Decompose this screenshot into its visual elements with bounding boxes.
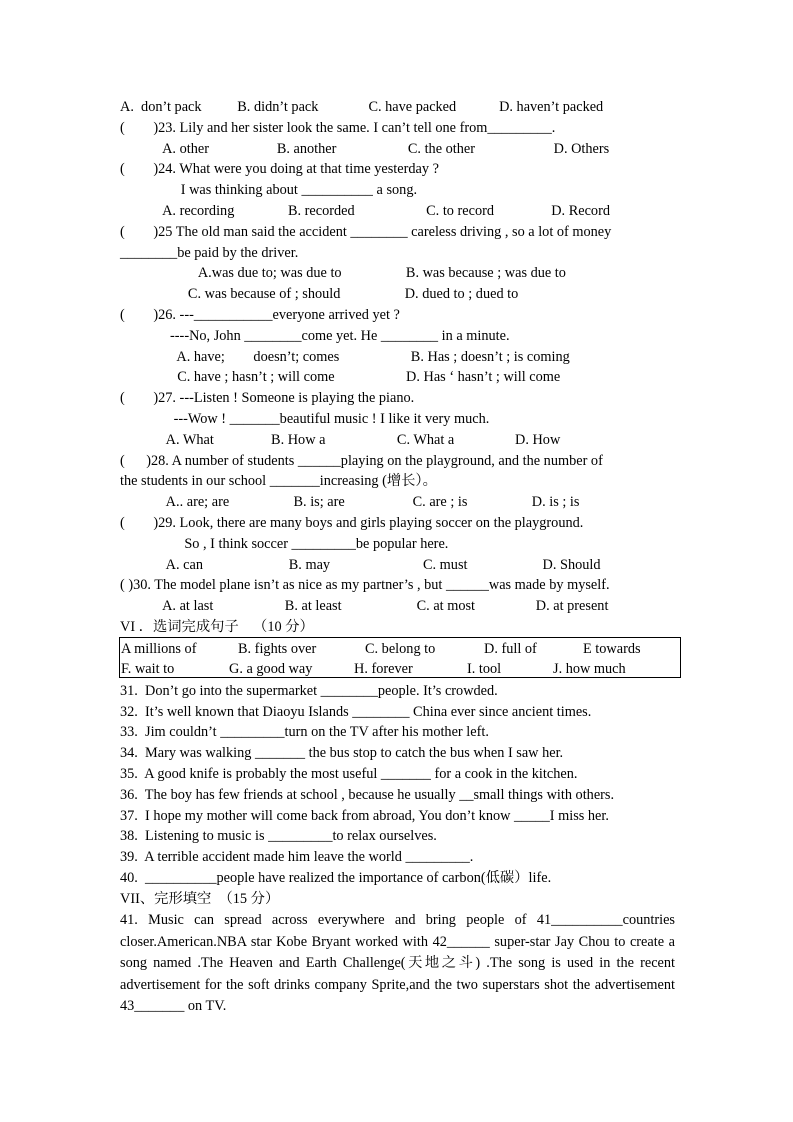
sentence-34: 34. Mary was walking _______ the bus stop to catch the bus when I saw her.	[120, 745, 564, 761]
options-25a: A.was due to; was due to B. was because ; was due to	[120, 265, 566, 281]
sentence-32: 32. It’s well known that Diaoyu Islands ________ China ever since ancient times.	[120, 704, 592, 720]
word-option: G. a good way	[229, 661, 313, 677]
sentence-33: 33. Jim couldn’t _________turn on the TV after his mother left.	[120, 724, 489, 740]
options-24: A. recording B. recorded C. to record D. Record	[120, 203, 610, 219]
word-option: D. full of	[484, 641, 537, 657]
sentence-35: 35. A good knife is probably the most useful _______ for a cook in the kitchen.	[120, 766, 578, 782]
sentence-36: 36. The boy has few friends at school , because he usually __small things with others.	[120, 787, 615, 803]
cloze-passage: 41. Music can spread across everywhere and bring people of 41__________countries closer.American.NBA star Kobe Bryant worked with 42______ super-star Jay Chou to create a song named .The Heaven and Earth Challenge(天地之斗) .The song is used in the recent advertisement for the soft drinks company Sprite,and the two superstars shot the advertisement 43_______ on TV.	[120, 912, 675, 1014]
question-27: ( )27. ---Listen ! Someone is playing the piano.	[120, 390, 415, 406]
question-30: ( )30. The model plane isn’t as nice as my partner’s , but ______was made by myself.	[120, 577, 610, 593]
options-29: A. can B. may C. must D. Should	[120, 557, 601, 573]
text-line: A. don’t pack B. didn’t pack C. have packed D. haven’t packed	[120, 99, 604, 115]
options-27: A. What B. How a C. What a D. How	[120, 432, 561, 448]
sentence-37: 37. I hope my mother will come back from abroad, You don’t know _____I miss her.	[120, 808, 609, 824]
options-26b: C. have ; hasn’t ; will come D. Has ‘ hasn’t ; will come	[120, 369, 561, 385]
question-28-line2: the students in our school _______increasing (增长）。	[120, 473, 437, 489]
sentence-39: 39. A terrible accident made him leave the world _________.	[120, 849, 474, 865]
question-23: ( )23. Lily and her sister look the same. I can’t tell one from_________.	[120, 120, 556, 136]
options-30: A. at last B. at least C. at most D. at present	[120, 598, 609, 614]
sentence-38: 38. Listening to music is _________to relax ourselves.	[120, 828, 437, 844]
word-option: B. fights over	[238, 641, 317, 657]
question-25: ( )25 The old man said the accident ________ careless driving , so a lot of money	[120, 224, 612, 240]
word-option: C. belong to	[365, 641, 436, 657]
word-option: A millions of	[121, 641, 197, 657]
options-26a: A. have; doesn’t; comes B. Has ; doesn’t ; is coming	[120, 349, 570, 365]
options-25b: C. was because of ; should D. dued to ; dued to	[120, 286, 519, 302]
question-29-line2: So , I think soccer _________be popular here.	[120, 536, 449, 552]
word-option: E towards	[583, 641, 641, 657]
word-option: H. forever	[354, 661, 413, 677]
word-option: J. how much	[553, 661, 626, 677]
question-26: ( )26. ---___________everyone arrived yet ?	[120, 307, 400, 323]
sentence-40: 40. __________people have realized the importance of carbon(低碳）life.	[120, 870, 552, 886]
options-28: A.. are; are B. is; are C. are ; is D. is ; is	[120, 494, 580, 510]
question-24: ( )24. What were you doing at that time yesterday ?	[120, 161, 439, 177]
question-28: ( )28. A number of students ______playing on the playground, and the number of	[120, 453, 603, 469]
options-23: A. other B. another C. the other D. Others	[120, 141, 610, 157]
word-option: F. wait to	[121, 661, 175, 677]
word-option: I. tool	[467, 661, 502, 677]
question-27-line2: ---Wow ! _______beautiful music ! I like it very much.	[120, 411, 490, 427]
question-29: ( )29. Look, there are many boys and girls playing soccer on the playground.	[120, 515, 584, 531]
question-24-line2: I was thinking about __________ a song.	[120, 182, 418, 198]
question-26-line2: ----No, John ________come yet. He ________ in a minute.	[120, 328, 510, 344]
section-heading-vii: VII、完形填空 （15 分）	[120, 891, 280, 907]
question-25-line2: ________be paid by the driver.	[120, 245, 299, 261]
section-heading-vi: VI ．选词完成句子 （10 分）	[120, 619, 314, 635]
sentence-31: 31. Don’t go into the supermarket ________people. It’s crowded.	[120, 683, 498, 699]
